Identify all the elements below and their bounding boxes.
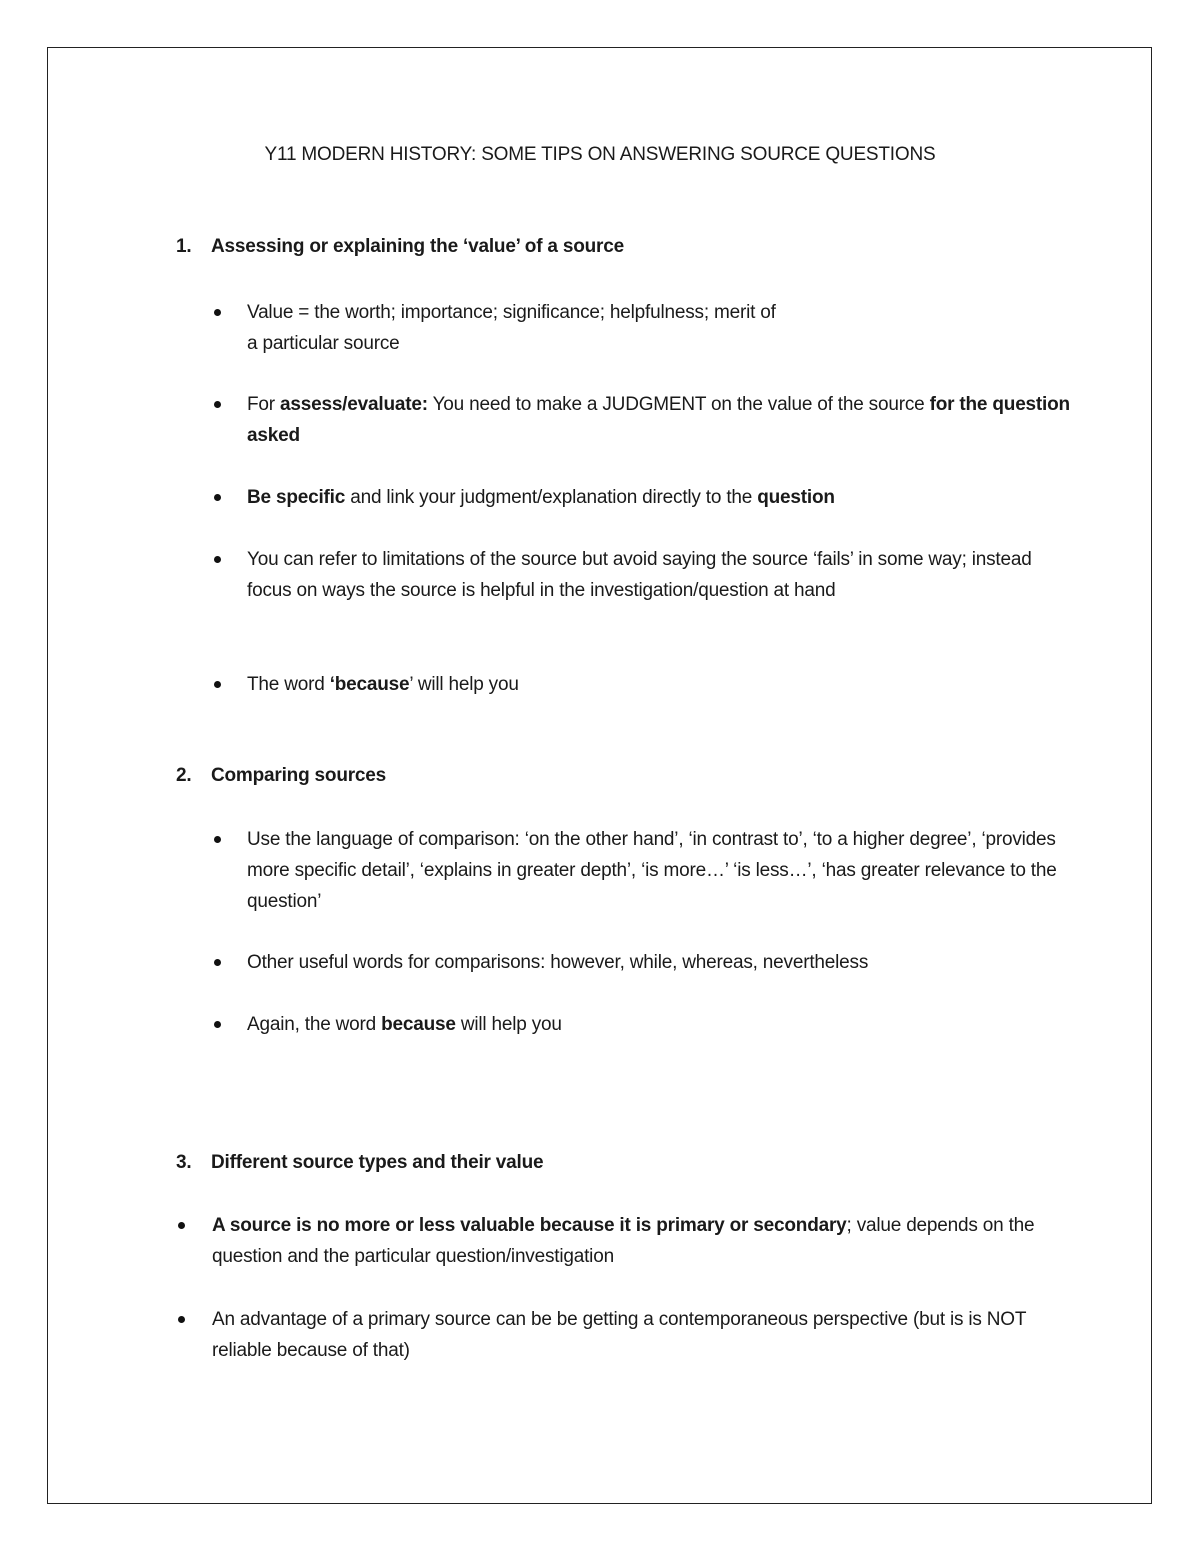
bullet-icon	[214, 494, 221, 501]
list-item: Value = the worth; importance; significance; helpfulness; merit of a particular source	[247, 297, 1077, 359]
section-title: Comparing sources	[211, 765, 387, 786]
bullet-icon	[178, 1222, 185, 1229]
bullet-icon	[214, 1021, 221, 1028]
bullet-icon	[214, 309, 221, 316]
bullet-icon	[178, 1316, 185, 1323]
section-2-heading	[176, 765, 386, 787]
bullet-icon	[214, 836, 221, 843]
list-item: You can refer to limitations of the source but avoid saying the source ‘fails’ in some way; instead focus on ways the source is helpful in the investigation/question at hand	[247, 544, 1077, 606]
section-number: 1.	[176, 236, 192, 257]
list-item: Again, the word because will help you	[247, 1009, 1077, 1040]
bullet-icon	[214, 401, 221, 408]
section-number: 3.	[176, 1152, 192, 1173]
list-item: Other useful words for comparisons: however, while, whereas, nevertheless	[247, 947, 1077, 978]
section-title: Different source types and their value	[211, 1152, 544, 1173]
section-number: 2.	[176, 765, 192, 786]
bullet-icon	[214, 681, 221, 688]
bullet-icon	[214, 959, 221, 966]
list-item: Use the language of comparison: ‘on the other hand’, ‘in contrast to’, ‘to a higher degree’, ‘provides more specific detail’, ‘explains in greater depth’, ‘is more…’ ‘is less…’, ‘has greater relevance to the question’	[247, 824, 1077, 917]
list-item: An advantage of a primary source can be be getting a contemporaneous perspective (but is is NOT reliable because of that)	[212, 1304, 1072, 1366]
bullet-icon	[214, 556, 221, 563]
section-1-heading	[176, 236, 624, 258]
list-item: A source is no more or less valuable because it is primary or secondary; value depends on the question and the particular question/investigation	[212, 1210, 1072, 1272]
document-title: Y11 MODERN HISTORY: SOME TIPS ON ANSWERING SOURCE QUESTIONS	[264, 144, 936, 165]
section-3-heading	[176, 1152, 543, 1174]
list-item: For assess/evaluate: You need to make a JUDGMENT on the value of the source for the question asked	[247, 389, 1077, 451]
list-item: Be specific and link your judgment/explanation directly to the question	[247, 482, 1077, 513]
list-item: The word ‘because’ will help you	[247, 669, 1077, 700]
section-title: Assessing or explaining the ‘value’ of a source	[211, 236, 624, 257]
